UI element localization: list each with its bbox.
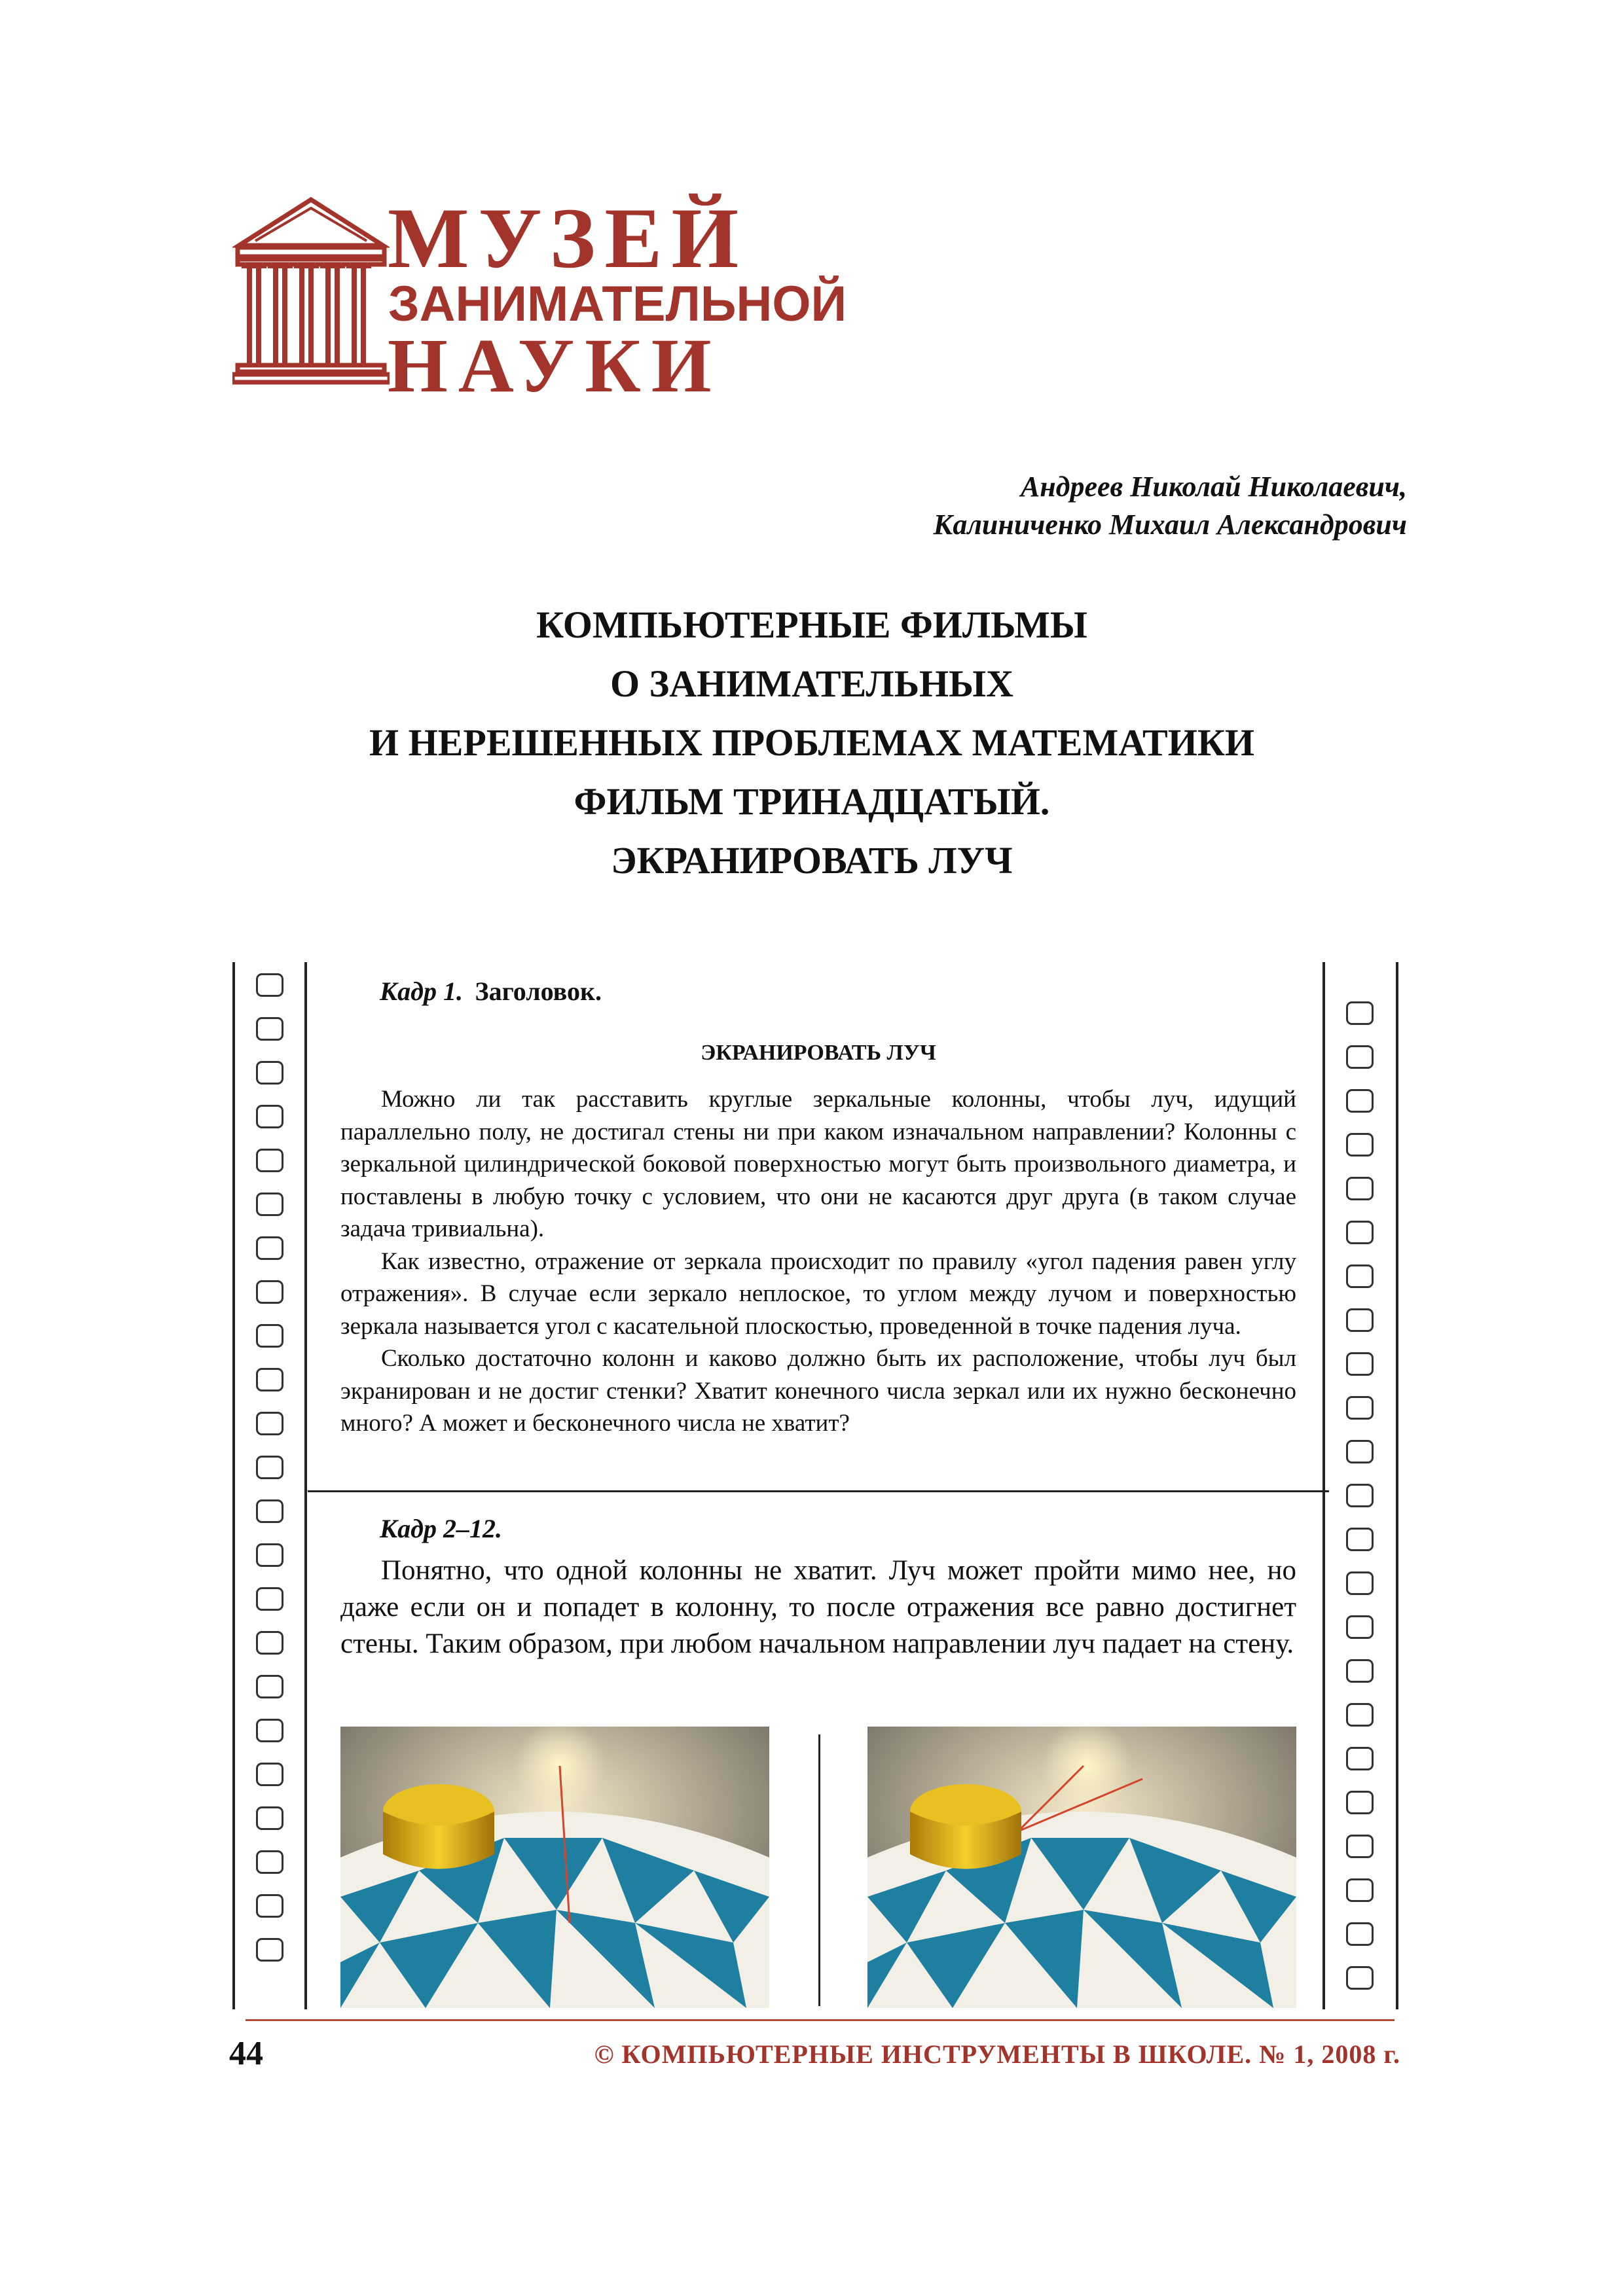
film-perforation (256, 1631, 283, 1655)
film-perforation (256, 1675, 283, 1698)
frame-1-paragraph: Как известно, отражение от зеркала происходит по правилу «угол падения равен углу отражения». В случае если зеркало неплоское, то углом между лучом и поверхностью зеркала называется угол с касательной плоскостью, проведенной в точке падения луча. (340, 1247, 1296, 1340)
frame-1-heading: ЭКРАНИРОВАТЬ ЛУЧ (701, 1040, 936, 1065)
film-perforation (1346, 1747, 1374, 1770)
film-perforation (1346, 1922, 1374, 1946)
frame-1-title: Заголовок. (475, 977, 602, 1006)
film-perforation (1346, 1265, 1374, 1288)
film-perforation (256, 1061, 283, 1085)
title-line: ЭКРАНИРОВАТЬ ЛУЧ (611, 839, 1013, 882)
author-1: Андреев Николай Николаевич, (1020, 471, 1407, 503)
frame-1-paragraph: Можно ли так расставить круглые зеркальные колонны, чтобы луч, идущий параллельно полу, не достигал стены ни при каком изначальном направлении? Колонны с зеркальной цилиндрической боковой поверхностью могут быть произвольного диаметра, и поставлены в любую точку с условием, что они не касаются друг друга (в таком случае задача тривиальна). (340, 1086, 1296, 1242)
article-title (196, 596, 1427, 890)
museum-logo (232, 190, 847, 408)
film-perforation (256, 1587, 283, 1611)
image-separator (818, 1734, 820, 2006)
film-perforation (256, 1543, 283, 1567)
film-perforation (256, 1806, 283, 1830)
frame-2-label: Кадр 2–12. (380, 1514, 502, 1543)
logo-word-science: НАУКИ (388, 323, 722, 408)
film-perforation (1346, 1308, 1374, 1332)
film-perforation (1346, 1396, 1374, 1420)
logo-word-entertaining: ЗАНИМАТЕЛЬНОЙ (388, 276, 847, 332)
film-perforation (1346, 1615, 1374, 1639)
author-2: Калиниченко Михаил Александрович (933, 509, 1407, 541)
film-perforation (1346, 1966, 1374, 1990)
authors (934, 468, 1408, 544)
title-line: КОМПЬЮТЕРНЫЕ ФИЛЬМЫ (536, 603, 1087, 646)
film-perforation (256, 1850, 283, 1874)
mirror-column-scene-right (867, 1727, 1296, 2008)
film-perforation (1346, 1177, 1374, 1200)
frame-2-paragraph: Понятно, что одной колонны не хватит. Луч может пройти мимо нее, но даже если он и попадет в колонну, то после отражения все равно достигнет стены. Таким образом, при любом начальном направлении луч падает на стену. (340, 1555, 1296, 1659)
film-perforation (256, 1236, 283, 1260)
film-perforation (256, 1763, 283, 1786)
frame-1-paragraph: Сколько достаточно колонн и каково должно быть их расположение, чтобы луч был экранирован и не достиг стенки? Хватит конечного числа зеркал или их нужно бесконечно много? А может и бесконечного числа не хватит? (340, 1345, 1296, 1437)
film-perforation (256, 1017, 283, 1041)
film-perforation (256, 1105, 283, 1128)
film-strip-right-inner (1322, 962, 1325, 2009)
film-perforation (256, 1368, 283, 1391)
film-strip-left-edge (232, 962, 235, 2009)
film-perforation (256, 1719, 283, 1742)
film-perforation (256, 1280, 283, 1304)
film-perforation (1346, 1703, 1374, 1727)
logo-word-museum: МУЗЕЙ (388, 190, 748, 286)
frame-1-label: Кадр 1. (380, 977, 463, 1006)
film-perforation (256, 1456, 283, 1479)
film-perforation (1346, 1352, 1374, 1376)
page-number: 44 (229, 2035, 263, 2072)
film-strip-right-edge (1396, 962, 1398, 2009)
film-perforation (1346, 1440, 1374, 1463)
scene-image-right (867, 1727, 1296, 2008)
journal-footer: © КОМПЬЮТЕРНЫЕ ИНСТРУМЕНТЫ В ШКОЛЕ. № 1, 2008 г. (594, 2039, 1400, 2069)
film-perforation (1346, 1089, 1374, 1113)
museum-building-icon (232, 196, 390, 393)
film-perforation (1346, 1791, 1374, 1814)
film-perforation (1346, 1045, 1374, 1069)
title-line: И НЕРЕШЕННЫХ ПРОБЛЕМАХ МАТЕМАТИКИ (369, 721, 1254, 764)
film-perforation (256, 1193, 283, 1216)
scene-image-left (340, 1727, 769, 2008)
film-perforation (256, 1499, 283, 1523)
film-strip-left-inner (304, 962, 307, 2009)
title-line: ФИЛЬМ ТРИНАДЦАТЫЙ. (574, 780, 1050, 823)
film-perforation (256, 1938, 283, 1962)
title-line: О ЗАНИМАТЕЛЬНЫХ (610, 662, 1013, 705)
film-perforation (256, 973, 283, 997)
film-perforation (1346, 1484, 1374, 1507)
film-perforation (1346, 1835, 1374, 1858)
frame-1-section (340, 975, 1296, 1440)
film-perforation (1346, 1878, 1374, 1902)
footer-rule (246, 2019, 1395, 2021)
film-perforation (1346, 1221, 1374, 1244)
film-perforation (256, 1894, 283, 1918)
film-perforation (256, 1149, 283, 1172)
film-perforation (256, 1412, 283, 1435)
frame-2-section (340, 1511, 1296, 1662)
film-perforation (1346, 1001, 1374, 1025)
film-perforation (1346, 1659, 1374, 1683)
film-perforation (1346, 1571, 1374, 1595)
frame-divider (308, 1490, 1329, 1492)
film-perforation (1346, 1133, 1374, 1157)
film-perforation (256, 1324, 283, 1348)
mirror-column-scene-left (340, 1727, 769, 2008)
film-perforation (1346, 1528, 1374, 1551)
